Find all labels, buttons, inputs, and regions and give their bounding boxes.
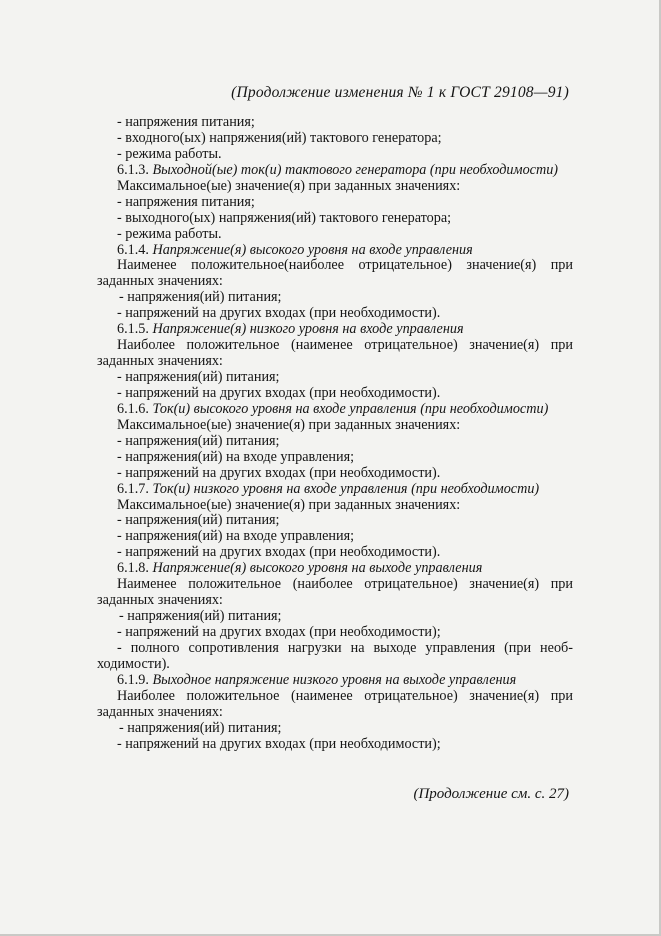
section-number: 6.1.7. <box>117 480 149 497</box>
paragraph-line: Максимальное(ые) значение(я) при заданных значениях: <box>117 177 461 194</box>
list-item: - напряжений на других входах (при необходимости). <box>117 305 441 322</box>
section-title: Ток(и) высокого уровня на входе управления (при необходимости) <box>152 400 549 417</box>
paragraph-line: Наименее положительное (наиболее отрицательное) значение(я) при <box>117 576 573 593</box>
paragraph-continuation: заданных значениях: <box>97 353 223 370</box>
paragraph-continuation: ходимости). <box>97 655 170 672</box>
list-item: - напряжений на других входах (при необходимости). <box>117 464 441 481</box>
list-item: - режима работы. <box>117 225 222 242</box>
list-item: - напряжения питания; <box>117 193 255 210</box>
list-item: - напряжения(ий) питания; <box>117 432 280 449</box>
section-number: 6.1.8. <box>117 560 149 577</box>
paragraph-continuation: заданных значениях: <box>97 703 223 720</box>
section-heading <box>97 243 573 259</box>
paragraph-line: Максимальное(ые) значение(я) при заданных значениях: <box>117 416 461 433</box>
list-item: - напряжения(ий) питания; <box>119 289 282 306</box>
list-item: - напряжения(ий) на входе управления; <box>117 448 355 465</box>
list-item: - напряжения(ий) питания; <box>119 608 282 625</box>
section-heading <box>97 322 573 338</box>
list-item: - напряжения(ий) питания; <box>117 512 280 529</box>
page-footer: (Продолжение см. с. 27) <box>413 786 569 802</box>
section-heading <box>97 561 573 577</box>
page-header: (Продолжение изменения № 1 к ГОСТ 29108—91) <box>231 84 569 101</box>
section-title: Выходное напряжение низкого уровня на выходе управления <box>152 671 517 688</box>
section-title: Выходной(ые) ток(и) тактового генератора (при необходимости) <box>152 161 559 178</box>
document-body <box>97 115 573 753</box>
list-item: - напряжения(ий) на входе управления; <box>117 528 355 545</box>
section-heading <box>97 673 573 689</box>
section-number: 6.1.5. <box>117 321 149 338</box>
list-item: - напряжения питания; <box>117 114 255 130</box>
section-title: Напряжение(я) низкого уровня на входе управления <box>152 321 464 338</box>
list-item: - напряжений на других входах (при необходимости). <box>117 544 441 561</box>
list-item: - напряжений на других входах (при необходимости); <box>117 735 441 752</box>
list-item: - режима работы. <box>117 145 222 162</box>
section-number: 6.1.9. <box>117 671 149 688</box>
list-item: - полного сопротивления нагрузки на выходе управления (при необ- <box>117 639 573 656</box>
section-title: Ток(и) низкого уровня на входе управления (при необходимости) <box>152 480 540 497</box>
section-heading <box>97 402 573 418</box>
section-number: 6.1.6. <box>117 400 149 417</box>
section-number: 6.1.4. <box>117 241 149 258</box>
section-heading <box>97 163 573 179</box>
section-title: Напряжение(я) высокого уровня на выходе управления <box>152 560 483 577</box>
paragraph-line: Наименее положительное(наиболее отрицательное) значение(я) при <box>117 257 573 274</box>
list-item: - выходного(ых) напряжения(ий) тактового генератора; <box>117 209 452 226</box>
paragraph-line: Наиболее положительное (наименее отрицательное) значение(я) при <box>117 337 573 354</box>
section-number: 6.1.3. <box>117 161 149 178</box>
list-item: - напряжения(ий) питания; <box>117 369 280 385</box>
list-item: - напряжения(ий) питания; <box>119 719 282 736</box>
list-item: - входного(ых) напряжения(ий) тактового генератора; <box>117 129 442 146</box>
list-item: - напряжений на других входах (при необходимости). <box>117 384 441 401</box>
paragraph-line: Наиболее положительное (наименее отрицательное) значение(я) при <box>117 687 573 704</box>
list-item: - напряжений на других входах (при необходимости); <box>117 624 441 640</box>
section-heading <box>97 482 573 498</box>
paragraph-continuation: заданных значениях: <box>97 273 223 290</box>
paragraph-continuation: заданных значениях: <box>97 592 223 609</box>
section-title: Напряжение(я) высокого уровня на входе управления <box>152 241 473 258</box>
paragraph-line: Максимальное(ые) значение(я) при заданных значениях: <box>117 496 461 513</box>
